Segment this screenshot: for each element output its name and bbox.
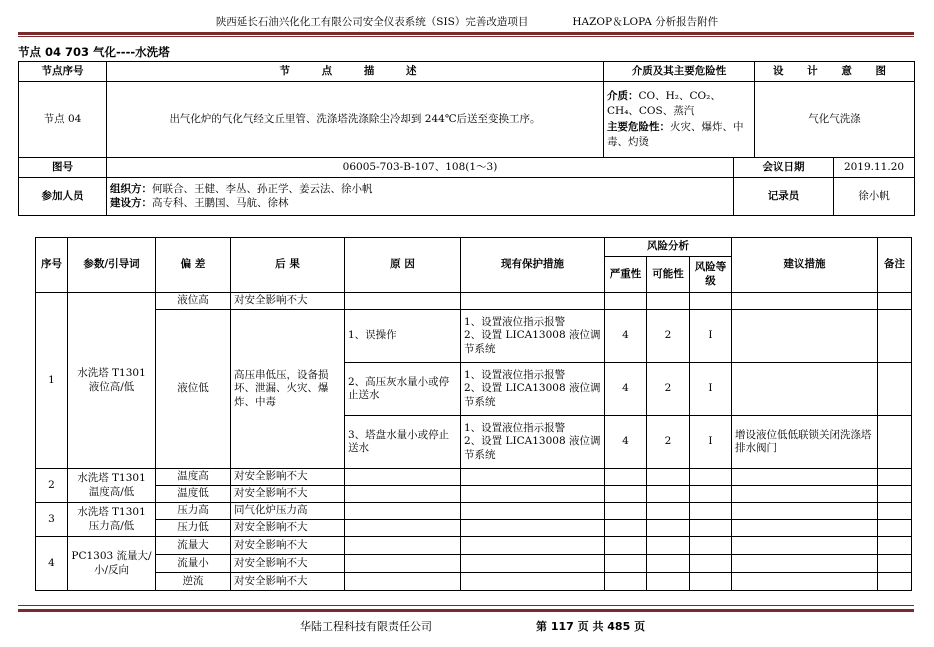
table-row (36, 293, 912, 310)
row-severity: 4 (605, 363, 647, 416)
row-deviation: 流量大 (156, 537, 231, 555)
footer-company: 华陆工程科技有限责任公司 (300, 620, 432, 633)
col-consequence: 后 果 (231, 238, 345, 293)
col-seq: 序号 (36, 238, 68, 293)
col-note: 备注 (878, 238, 912, 293)
row-note (878, 310, 912, 363)
row-recommendation (732, 293, 878, 310)
report-title: HAZOP＆LOPA 分析报告附件 (572, 16, 719, 28)
row-deviation: 温度低 (156, 486, 231, 503)
row-deviation: 液位高 (156, 293, 231, 310)
row-param: 水洗塔 T1301 液位高/低 (68, 293, 156, 469)
col-design: 设 计 意 图 (755, 62, 915, 82)
row-note (878, 363, 912, 416)
row-deviation: 温度高 (156, 469, 231, 486)
footer-rule-thin (18, 605, 914, 606)
row-protection: 1、设置液位指示报警 2、设置 LICA13008 液位调节系统 (461, 310, 605, 363)
row-severity: 4 (605, 416, 647, 469)
row-cause: 2、高压灰水量小或停止送水 (345, 363, 461, 416)
row-note (878, 293, 912, 310)
table-row (36, 520, 912, 537)
project-title: 陕西延长石油兴化化工有限公司安全仪表系统（SIS）完善改造项目 (215, 16, 529, 28)
media-value: CO、H₂、CO₂、CH₄、COS、蒸汽 (607, 90, 721, 118)
row-consequence: 对安全影响不大 (231, 486, 345, 503)
row-consequence: 高压串低压，设备损坏、泄漏、火灾、爆炸、中毒 (231, 310, 345, 469)
build-members: 高专科、王鹏国、马航、徐林 (152, 196, 289, 209)
recorder-label: 记录员 (734, 178, 834, 216)
media-label: 介质： (607, 90, 639, 103)
row-seq: 4 (36, 537, 68, 591)
col-node-no: 节点序号 (19, 62, 107, 82)
node-info-table (18, 61, 915, 216)
col-risk: 风险分析 (605, 238, 732, 257)
col-protection: 现有保护措施 (461, 238, 605, 293)
attend-label: 参加人员 (19, 178, 107, 216)
node-title: 节点 04 703 气化----水洗塔 (18, 45, 170, 59)
row-param: 水洗塔 T1301 温度高/低 (68, 469, 156, 503)
meeting-date: 2019.11.20 (834, 158, 915, 178)
page-number: 第 117 页 共 485 页 (536, 620, 646, 633)
col-risk-level: 风险等级 (690, 257, 732, 293)
row-cause (345, 293, 461, 310)
table-row (36, 486, 912, 503)
row-consequence: 同气化炉压力高 (231, 503, 345, 520)
drawing-label: 图号 (19, 158, 107, 178)
row-param: PC1303 流量大/小/反向 (68, 537, 156, 591)
build-label: 建设方： (110, 196, 152, 209)
col-severity: 严重性 (605, 257, 647, 293)
org-members: 何联合、王健、李丛、孙正学、姜云法、徐小帆 (152, 183, 373, 196)
attend-list (107, 178, 734, 216)
row-param: 水洗塔 T1301 压力高/低 (68, 503, 156, 537)
media-cell (604, 82, 755, 158)
row-deviation: 流量小 (156, 555, 231, 573)
row-possibility: 2 (647, 363, 690, 416)
row-protection: 1、设置液位指示报警 2、设置 LICA13008 液位调节系统 (461, 416, 605, 469)
recorder: 徐小帆 (834, 178, 915, 216)
row-possibility: 2 (647, 310, 690, 363)
col-deviation: 偏 差 (156, 238, 231, 293)
row-protection (461, 293, 605, 310)
table-row (36, 555, 912, 573)
footer-rule (18, 609, 914, 612)
row-risk-level: I (690, 416, 732, 469)
col-cause: 原 因 (345, 238, 461, 293)
row-possibility: 2 (647, 416, 690, 469)
row-deviation: 压力低 (156, 520, 231, 537)
col-media: 介质及其主要危险性 (604, 62, 755, 82)
header-rule-thin (18, 36, 914, 37)
row-consequence: 对安全影响不大 (231, 573, 345, 591)
page-header (0, 14, 934, 29)
col-node-desc: 节 点 描 述 (107, 62, 604, 82)
col-param: 参数/引导词 (68, 238, 156, 293)
row-risk-level: I (690, 363, 732, 416)
row-note (878, 416, 912, 469)
table-row (36, 573, 912, 591)
table-row (36, 469, 912, 486)
row-seq: 2 (36, 469, 68, 503)
row-deviation: 压力高 (156, 503, 231, 520)
hazard-label: 主要危险性： (607, 120, 670, 133)
row-seq: 1 (36, 293, 68, 469)
row-deviation: 逆流 (156, 573, 231, 591)
row-severity (605, 293, 647, 310)
row-recommendation (732, 363, 878, 416)
row-possibility (647, 293, 690, 310)
row-consequence: 对安全影响不大 (231, 469, 345, 486)
meeting-label: 会议日期 (734, 158, 834, 178)
table-row (36, 537, 912, 555)
row-deviation: 液位低 (156, 310, 231, 469)
row-recommendation: 增设液位低低联锁关闭洗涤塔排水阀门 (732, 416, 878, 469)
col-possibility: 可能性 (647, 257, 690, 293)
org-label: 组织方： (110, 183, 152, 196)
drawing-no: 06005-703-B-107、108(1～3) (107, 158, 734, 178)
node-no: 节点 04 (19, 82, 107, 158)
node-desc: 出气化炉的气化气经文丘里管、洗涤塔洗涤除尘冷却到 244℃后送至变换工序。 (107, 82, 604, 158)
table-row (36, 310, 912, 363)
row-recommendation (732, 310, 878, 363)
row-protection: 1、设置液位指示报警 2、设置 LICA13008 液位调节系统 (461, 363, 605, 416)
row-seq: 3 (36, 503, 68, 537)
design-intent: 气化气洗涤 (755, 82, 915, 158)
table-row (36, 503, 912, 520)
hazard-value: 火灾、爆炸、中毒、灼烫 (607, 120, 744, 148)
hazop-table (35, 237, 912, 591)
col-recommendation: 建议措施 (732, 238, 878, 293)
row-consequence: 对安全影响不大 (231, 537, 345, 555)
header-rule (18, 32, 914, 35)
row-risk-level: I (690, 310, 732, 363)
row-consequence: 对安全影响不大 (231, 555, 345, 573)
row-severity: 4 (605, 310, 647, 363)
row-consequence: 对安全影响不大 (231, 520, 345, 537)
row-consequence: 对安全影响不大 (231, 293, 345, 310)
row-risk-level (690, 293, 732, 310)
row-cause: 3、塔盘水量小或停止送水 (345, 416, 461, 469)
row-cause: 1、误操作 (345, 310, 461, 363)
